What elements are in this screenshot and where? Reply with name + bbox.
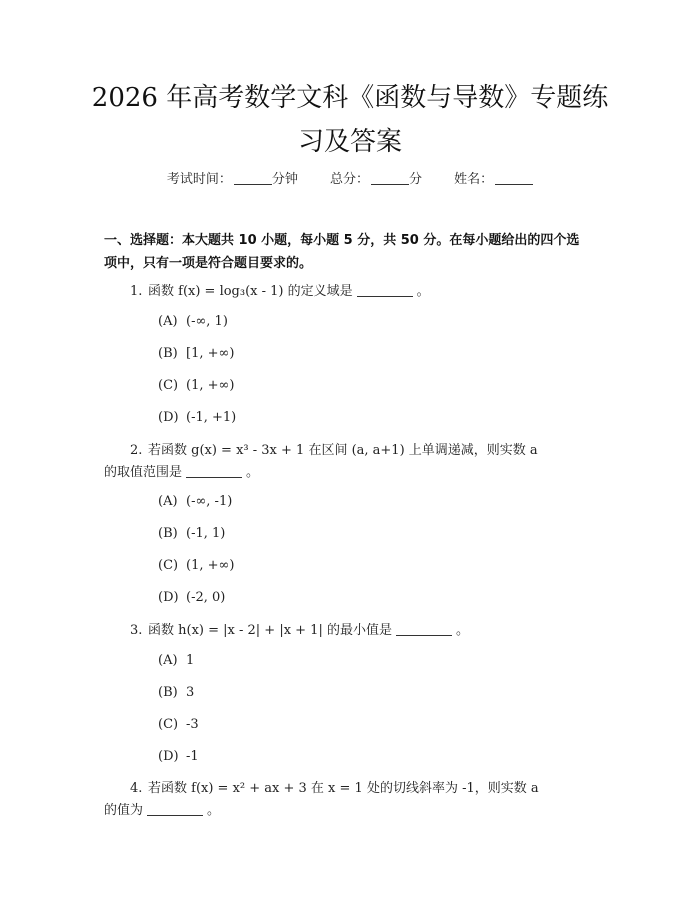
question-4 xyxy=(104,778,600,822)
option-label: (C) xyxy=(158,717,179,732)
option-label: (D) xyxy=(158,749,179,764)
answer-blank xyxy=(357,284,413,297)
section-heading-line-1: 一、选择题：本大题共 10 小题，每小题 5 分，共 50 分。在每小题给出的四个选 xyxy=(104,233,580,248)
name-field xyxy=(454,168,533,187)
section-heading-line-2: 项中，只有一项是符合题目要求的。 xyxy=(104,256,313,271)
option-label: (A) xyxy=(158,494,178,509)
time-field xyxy=(167,168,298,187)
section-heading xyxy=(104,229,600,275)
question-3-option-c xyxy=(158,716,199,734)
option-text: (-1, 1) xyxy=(186,526,226,541)
question-2-option-d xyxy=(158,589,225,607)
option-text: (-1, +1) xyxy=(186,410,237,425)
exam-meta xyxy=(0,168,700,187)
option-text: 3 xyxy=(186,685,195,700)
option-label: (C) xyxy=(158,558,179,573)
question-number: 1. xyxy=(130,284,143,299)
question-number: 3. xyxy=(130,623,143,638)
question-3-option-a xyxy=(158,652,194,670)
option-text: (1, +∞) xyxy=(186,378,235,393)
question-text-cont: 的值为 xyxy=(104,803,144,818)
question-text-end: 。 xyxy=(455,623,469,638)
score-blank xyxy=(371,172,409,185)
question-2 xyxy=(104,440,600,484)
option-label: (B) xyxy=(158,526,178,541)
question-1-option-b xyxy=(158,345,234,363)
question-text-cont: 的取值范围是 xyxy=(104,465,183,480)
option-text: (-2, 0) xyxy=(186,590,226,605)
question-3-option-d xyxy=(158,748,199,766)
question-2-option-a xyxy=(158,493,232,511)
question-1-option-d xyxy=(158,409,236,427)
question-1-option-c xyxy=(158,377,234,395)
title-line-2: 习及答案 xyxy=(297,127,402,157)
question-1 xyxy=(104,281,600,303)
question-2-option-b xyxy=(158,525,225,543)
option-text: -1 xyxy=(186,749,199,764)
option-label: (C) xyxy=(158,378,179,393)
time-blank xyxy=(234,172,272,185)
option-text: -3 xyxy=(186,717,199,732)
option-label: (D) xyxy=(158,410,179,425)
title-line-1: 2026 年高考数学文科《函数与导数》专题练 xyxy=(91,83,609,113)
option-text: (-∞, -1) xyxy=(186,494,233,509)
option-text: [1, +∞) xyxy=(186,346,235,361)
option-label: (D) xyxy=(158,590,179,605)
option-text: 1 xyxy=(186,653,195,668)
score-label: 总分： xyxy=(329,172,369,187)
question-text: 函数 f(x) = log₃(x - 1) 的定义域是 xyxy=(148,284,353,299)
question-number: 2. xyxy=(130,443,143,458)
question-3-option-b xyxy=(158,684,194,702)
question-2-option-c xyxy=(158,557,234,575)
option-label: (B) xyxy=(158,685,178,700)
question-text-end: 。 xyxy=(416,284,430,299)
option-text: (1, +∞) xyxy=(186,558,235,573)
score-unit: 分 xyxy=(409,172,423,187)
page-title xyxy=(80,76,620,164)
question-text-end: 。 xyxy=(207,803,221,818)
answer-blank xyxy=(147,803,203,816)
score-field xyxy=(330,168,422,187)
time-unit: 分钟 xyxy=(271,172,298,187)
option-text: (-∞, 1) xyxy=(186,314,228,329)
question-text: 若函数 f(x) = x² + ax + 3 在 x = 1 处的切线斜率为 -1，则实数 a xyxy=(148,781,539,796)
answer-blank xyxy=(396,623,452,636)
name-blank xyxy=(495,172,533,185)
name-label: 姓名： xyxy=(454,172,494,187)
question-text-end: 。 xyxy=(246,465,260,480)
option-label: (A) xyxy=(158,314,178,329)
question-3 xyxy=(104,620,600,642)
option-label: (A) xyxy=(158,653,178,668)
option-label: (B) xyxy=(158,346,178,361)
question-number: 4. xyxy=(130,781,143,796)
question-1-option-a xyxy=(158,313,228,331)
question-text: 若函数 g(x) = x³ - 3x + 1 在区间 (a, a+1) 上单调递减，则实数 a xyxy=(148,443,538,458)
answer-blank xyxy=(186,465,242,478)
question-text: 函数 h(x) = |x - 2| + |x + 1| 的最小值是 xyxy=(148,623,392,638)
time-label: 考试时间： xyxy=(166,172,232,187)
